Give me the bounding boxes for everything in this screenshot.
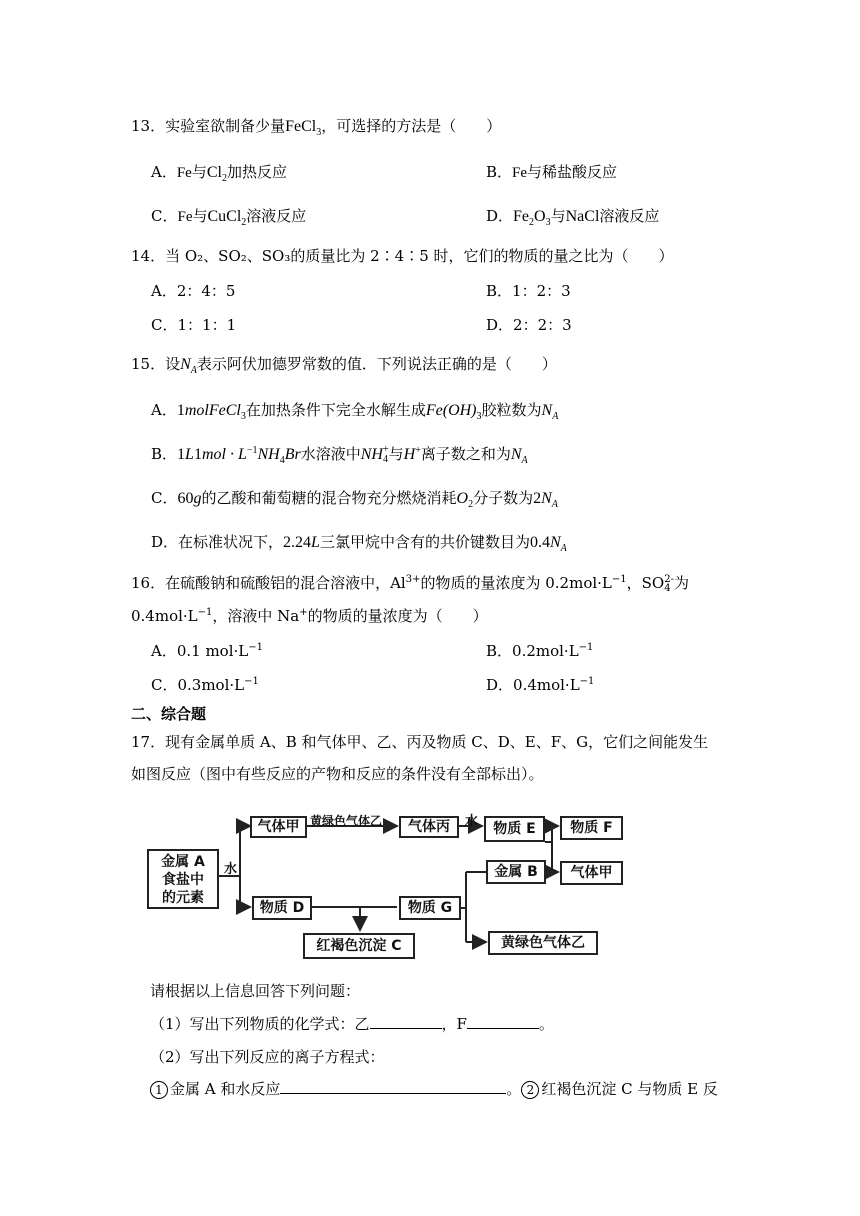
option-text: 离子数之和为 bbox=[420, 445, 511, 463]
q16-option-c bbox=[151, 675, 259, 695]
math: 60 bbox=[177, 490, 194, 507]
q13-option-b bbox=[486, 162, 617, 183]
sub: 2 bbox=[468, 499, 474, 510]
q17-sub1 bbox=[150, 1014, 554, 1034]
option-text: 三氯甲烷中含有的共价键数目为 bbox=[319, 533, 530, 551]
option-text: 与 bbox=[192, 207, 208, 225]
option-text: 分子数为 bbox=[473, 489, 534, 507]
text: 0.4mol·L bbox=[131, 607, 198, 625]
sub: 4 bbox=[664, 583, 671, 594]
question-15-stem bbox=[131, 354, 557, 375]
q16-option-a bbox=[151, 641, 263, 661]
option-label: C． bbox=[151, 207, 178, 225]
option-label: C． bbox=[151, 489, 178, 507]
box-substance-d: 物质 D bbox=[252, 896, 312, 920]
text: 。 bbox=[506, 1080, 522, 1098]
sub: A bbox=[521, 455, 528, 466]
math-symbol: N bbox=[510, 446, 522, 463]
math: molFeCl bbox=[184, 402, 241, 419]
q15-option-d bbox=[151, 532, 567, 553]
sup: + bbox=[415, 445, 421, 456]
answer-blank-equation-1[interactable] bbox=[280, 1079, 506, 1094]
sup: −1 bbox=[244, 676, 259, 687]
box-label: 食盐中 bbox=[162, 872, 204, 888]
sup: + bbox=[382, 444, 389, 455]
circled-number-icon: 2 bbox=[521, 1081, 539, 1099]
section-heading: 二、综合题 bbox=[131, 705, 207, 723]
label-water-1: 水 bbox=[224, 862, 238, 877]
sup: −1 bbox=[611, 574, 627, 585]
option-label: B． bbox=[151, 445, 178, 463]
text: ，SO bbox=[626, 574, 665, 592]
q13-option-d bbox=[486, 206, 659, 227]
math: Fe bbox=[425, 402, 443, 419]
math: L bbox=[311, 534, 320, 551]
sub: 2 bbox=[241, 217, 247, 228]
q14-option-a: A．2：4：5 bbox=[151, 282, 236, 300]
sup: −1 bbox=[246, 445, 258, 456]
math: H bbox=[403, 446, 416, 463]
math: 2.24 bbox=[283, 534, 312, 551]
q15-text: 15．设 bbox=[131, 355, 181, 373]
math: NH bbox=[360, 446, 383, 463]
box-metal-b: 金属 B bbox=[486, 860, 546, 884]
option-text: 溶液反应 bbox=[246, 207, 307, 225]
sub: A bbox=[552, 411, 559, 422]
option-label: A． bbox=[151, 163, 177, 181]
sub: 4 bbox=[279, 455, 285, 466]
formula: Fe bbox=[177, 209, 193, 225]
q13-sub: 3 bbox=[316, 127, 322, 138]
sub: 4 bbox=[382, 454, 388, 465]
sub: 2 bbox=[529, 217, 535, 228]
math: 0.4 bbox=[529, 534, 550, 551]
box-gas-bing: 气体丙 bbox=[399, 816, 459, 838]
math: O bbox=[456, 490, 469, 507]
text: 。 bbox=[538, 1015, 554, 1033]
q17-sub2: （2）写出下列反应的离子方程式： bbox=[150, 1048, 385, 1066]
text: 16．在硫酸钠和硫酸铝的混合溶液中，Al bbox=[131, 574, 406, 592]
q14-option-d: D．2：2：3 bbox=[486, 316, 572, 334]
math: mol · L bbox=[201, 446, 247, 463]
formula: CuCl bbox=[207, 208, 242, 225]
box-substance-f: 物质 F bbox=[560, 816, 623, 840]
q13-option-c bbox=[151, 206, 306, 227]
option-label: B． bbox=[486, 163, 513, 181]
text: （1）写出下列物质的化学式：乙 bbox=[150, 1015, 370, 1033]
q15-option-c bbox=[151, 488, 558, 509]
q15-option-a bbox=[151, 400, 558, 421]
text: 的物质的量浓度为（ ） bbox=[307, 607, 488, 625]
formula: Fe bbox=[512, 165, 528, 181]
box-gas-jia: 气体甲 bbox=[250, 816, 307, 838]
q15-option-b bbox=[151, 444, 528, 465]
box-gas-jia-2: 气体甲 bbox=[560, 861, 623, 885]
math: NH bbox=[257, 446, 280, 463]
sub: 3 bbox=[476, 411, 482, 422]
math-symbol: N bbox=[180, 356, 191, 373]
option-text: 胶粒数为 bbox=[481, 401, 542, 419]
q17-prompt: 请根据以上信息回答下列问题： bbox=[150, 982, 361, 1000]
formula: O bbox=[534, 208, 546, 225]
option-text: 水溶液中 bbox=[300, 445, 361, 463]
option-label: D． bbox=[486, 207, 514, 225]
text: 红褐色沉淀 C 与物质 E 反 bbox=[541, 1080, 718, 1098]
question-17-stem-line2: 如图反应（图中有些反应的产物和反应的条件没有全部标出）。 bbox=[131, 765, 544, 783]
text: 的物质的量浓度为 0.2mol·L bbox=[420, 574, 612, 592]
question-16-stem-line1 bbox=[131, 573, 689, 593]
sub: 2 bbox=[221, 173, 227, 184]
sup: 2- bbox=[664, 574, 674, 585]
option-text: 在加热条件下完全水解生成 bbox=[245, 401, 426, 419]
box-substance-e: 物质 E bbox=[484, 816, 545, 842]
math: g bbox=[193, 490, 202, 507]
formula: Fe bbox=[176, 165, 192, 181]
box-substance-g: 物质 G bbox=[399, 896, 461, 920]
math: 1 bbox=[176, 402, 185, 419]
option-text: 与 bbox=[388, 445, 404, 463]
text: ，F bbox=[441, 1015, 467, 1033]
q13-option-a bbox=[151, 162, 287, 183]
option-text: 与稀盐酸反应 bbox=[527, 163, 618, 181]
math: (OH) bbox=[442, 402, 477, 419]
option-label: A． bbox=[151, 401, 177, 419]
math-symbol: N bbox=[541, 490, 552, 507]
math: 2 bbox=[533, 490, 542, 507]
text: 金属 A 和水反应 bbox=[170, 1080, 281, 1098]
question-14-stem: 14．当 O₂、SO₂、SO₃的质量比为 2∶4∶5 时，它们的物质的量之比为（ ） bbox=[131, 247, 674, 265]
sub: A bbox=[190, 365, 197, 376]
q13-text2: ，可选择的方法是（ ） bbox=[321, 117, 502, 135]
q17-sub3 bbox=[150, 1079, 718, 1099]
box-metal-a bbox=[147, 849, 219, 909]
label-water-2: 水 bbox=[465, 814, 479, 829]
option-text: 加热反应 bbox=[226, 163, 287, 181]
option-text: 与 bbox=[550, 207, 566, 225]
formula: Fe bbox=[513, 208, 530, 225]
text: ，溶液中 Na bbox=[212, 607, 300, 625]
math: L bbox=[185, 446, 194, 463]
sup: −1 bbox=[578, 642, 594, 653]
math-symbol: N bbox=[541, 402, 553, 419]
q15-text2: 表示阿伏加德罗常数的值．下列说法正确的是（ ） bbox=[196, 355, 557, 373]
sub: A bbox=[551, 499, 558, 510]
sub: 3 bbox=[545, 217, 551, 228]
math: Br bbox=[284, 446, 301, 463]
math: 1 bbox=[177, 446, 186, 463]
text: 为 bbox=[673, 574, 689, 592]
q14-option-c: C．1：1：1 bbox=[151, 316, 237, 334]
option-text: 溶液反应 bbox=[599, 207, 660, 225]
answer-blank-f[interactable] bbox=[467, 1014, 539, 1029]
formula: NaCl bbox=[565, 208, 600, 225]
answer-blank-yi[interactable] bbox=[370, 1014, 442, 1029]
q13-formula: FeCl bbox=[285, 118, 317, 135]
sup: + bbox=[299, 607, 308, 618]
question-16-stem-line2 bbox=[131, 606, 488, 626]
q16-option-b bbox=[486, 641, 593, 661]
sub: 3 bbox=[240, 411, 246, 422]
question-17-stem-line1: 17．现有金属单质 A、B 和气体甲、乙、丙及物质 C、D、E、F、G，它们之间能发生 bbox=[131, 733, 709, 751]
box-label: 的元素 bbox=[162, 890, 204, 906]
sup-sub-stack bbox=[664, 575, 674, 593]
sup: −1 bbox=[197, 607, 213, 618]
circled-number-icon: 1 bbox=[150, 1081, 168, 1099]
formula: Cl bbox=[206, 164, 222, 181]
option-text: 的乙酸和葡萄糖的混合物充分燃烧消耗 bbox=[201, 489, 457, 507]
option-text: D．0.4mol·L bbox=[486, 676, 580, 694]
option-text: B．0.2mol·L bbox=[486, 642, 579, 660]
sub: A bbox=[560, 543, 567, 554]
math-symbol: N bbox=[549, 534, 561, 551]
math: 1 bbox=[193, 446, 202, 463]
label-yellow-green-gas-yi: 黄绿色气体乙 bbox=[310, 814, 383, 828]
box-label: 金属 A bbox=[161, 854, 205, 870]
box-red-brown-precipitate-c: 红褐色沉淀 C bbox=[303, 933, 415, 959]
question-13-stem bbox=[131, 116, 501, 137]
sup: 3+ bbox=[405, 574, 421, 585]
q14-option-b: B．1：2：3 bbox=[486, 282, 571, 300]
option-text: A．0.1 mol·L bbox=[151, 642, 249, 660]
option-text: 与 bbox=[191, 163, 207, 181]
q13-text: 13．实验室欲制备少量 bbox=[131, 117, 286, 135]
sup: −1 bbox=[248, 642, 263, 653]
sup: −1 bbox=[579, 676, 595, 687]
box-yellow-green-gas-yi: 黄绿色气体乙 bbox=[488, 931, 598, 955]
q16-option-d bbox=[486, 675, 594, 695]
option-text: C．0.3mol·L bbox=[151, 676, 245, 694]
option-text: D．在标准状况下， bbox=[151, 533, 284, 551]
